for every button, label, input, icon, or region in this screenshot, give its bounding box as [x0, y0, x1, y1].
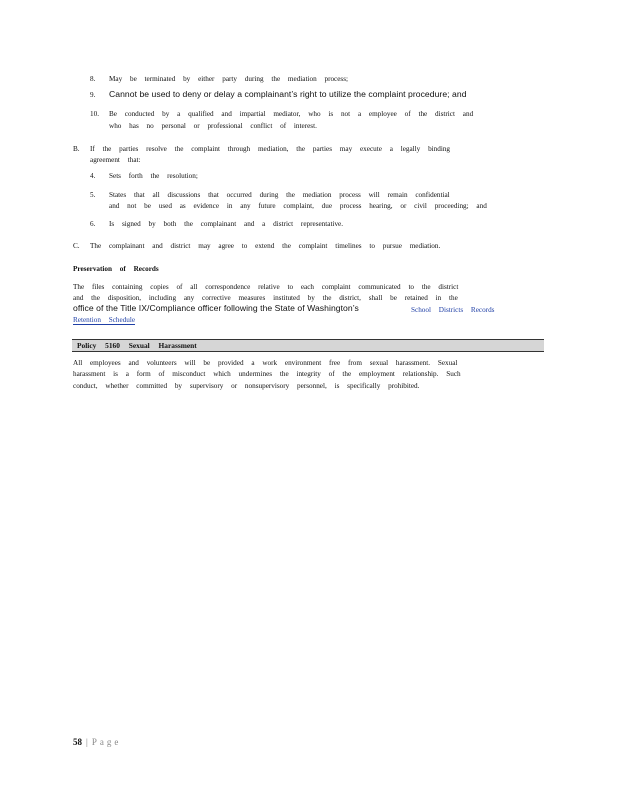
- list-number: 4.: [90, 172, 96, 180]
- list-item-text: Cannot be used to deny or delay a complainant’s right to utilize the complaint procedure; and: [109, 89, 467, 99]
- records-retention-link-cont[interactable]: Retention Schedule: [73, 316, 136, 324]
- footer-separator: |: [86, 737, 88, 747]
- page-number: 58: [73, 737, 82, 747]
- paragraph-line: conduct, whether committed by supervisory or nonsupervisory personnel, is specifically prohibited.: [73, 382, 420, 390]
- list-item-text: States that all discussions that occurred during the mediation process will remain confidential: [109, 191, 450, 199]
- policy-title: Policy 5160 Sexual Harassment: [77, 341, 197, 350]
- list-item-text: who has no personal or professional conflict of interest.: [109, 122, 317, 130]
- paragraph-line: office of the Title IX/Compliance officer following the State of Washington’s: [73, 303, 359, 313]
- list-item-text: and not be used as evidence in any future complaint, due process hearing, or civil proceeding; and: [109, 202, 487, 210]
- list-number: 10.: [90, 110, 99, 118]
- page-label: Page: [91, 737, 122, 747]
- section-text: If the parties resolve the complaint through mediation, the parties may execute a legally binding: [90, 145, 451, 153]
- paragraph-line: All employees and volunteers will be provided a work environment free from sexual harassment. Sexual: [73, 359, 458, 367]
- section-label: C.: [73, 242, 80, 250]
- records-retention-link[interactable]: School Districts Records: [411, 306, 495, 314]
- section-label: B.: [73, 145, 80, 153]
- page-footer: [73, 737, 121, 747]
- list-number: 8.: [90, 75, 96, 83]
- list-item-text: Sets forth the resolution;: [109, 172, 198, 180]
- section-heading: Preservation of Records: [73, 265, 159, 273]
- policy-header-bar: [72, 339, 544, 352]
- section-text: The complainant and district may agree to extend the complaint timelines to pursue mediation.: [90, 242, 441, 250]
- paragraph-line: and the disposition, including any corrective measures instituted by the district, shall be retained in the: [73, 294, 458, 302]
- list-item-text: Be conducted by a qualified and impartial mediator, who is not a employee of the district and: [109, 110, 474, 118]
- list-number: 9.: [90, 91, 96, 99]
- list-number: 5.: [90, 191, 96, 199]
- list-item-text: May be terminated by either party during the mediation process;: [109, 75, 349, 83]
- list-number: 6.: [90, 220, 96, 228]
- paragraph-line: harassment is a form of misconduct which undermines the integrity of the employment relationship. Such: [73, 370, 461, 378]
- section-text: agreement that:: [90, 156, 141, 164]
- list-item-text: Is signed by both the complainant and a district representative.: [109, 220, 344, 228]
- paragraph-line: The files containing copies of all correspondence relative to each complaint communicated to the district: [73, 283, 459, 291]
